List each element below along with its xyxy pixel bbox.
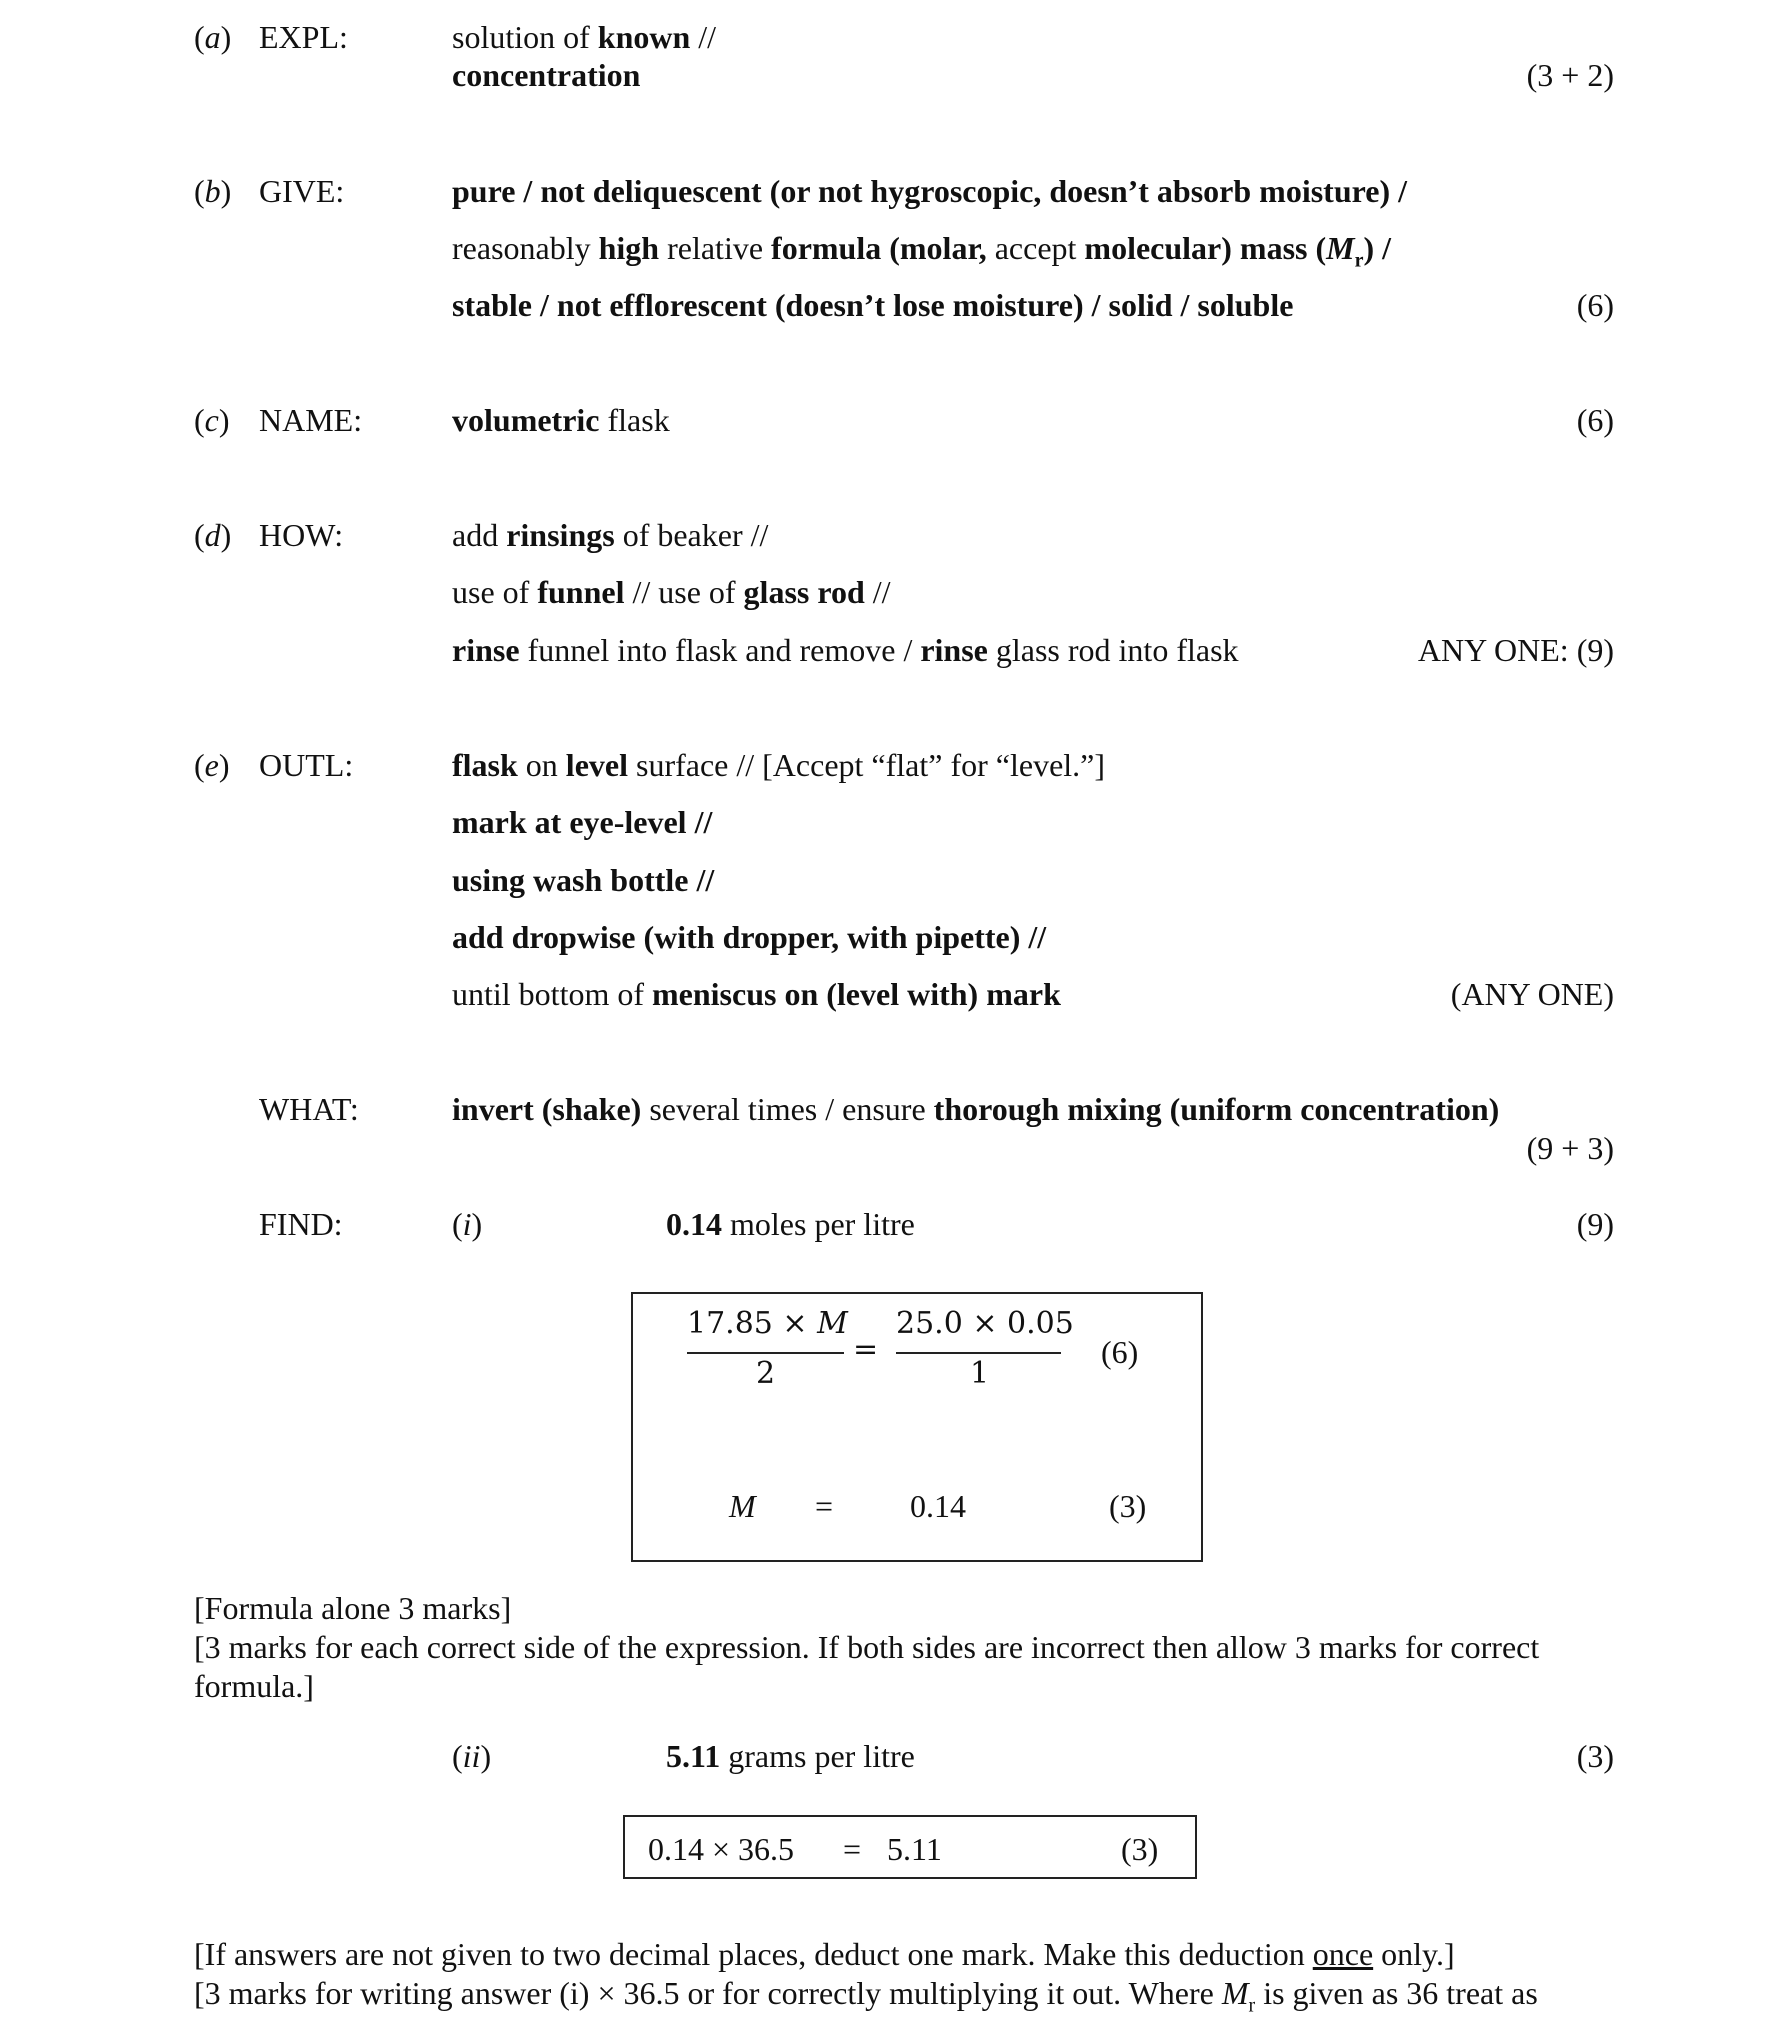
result-equals: = [815,1488,834,1524]
calculation-marks-1: (6) [1101,1334,1139,1370]
part-d-line2: use of funnel // use of glass rod // [452,574,891,610]
fraction-right-bar [896,1352,1061,1354]
part-b-line3: stable / not efflorescent (doesn’t lose moisture) / solid / soluble [452,287,1294,323]
part-b-verb: GIVE: [259,173,345,209]
fraction-right-denominator: 1 [970,1356,990,1391]
box-ii-expression: 0.14 × 36.5 [648,1831,795,1867]
part-e-marks: (ANY ONE) [1450,976,1614,1012]
part-b-label: (b) [194,173,232,209]
part-a-marks: (3 + 2) [1526,57,1614,93]
part-e-line2: mark at eye-level // [452,804,713,840]
part-a-line1: solution of known // [452,19,717,55]
find-part-i-answer: 0.14 moles per litre [666,1206,915,1242]
find-part-i-marks: (9) [1576,1206,1614,1242]
find-part-ii-marks: (3) [1576,1738,1614,1774]
part-c-marks: (6) [1576,402,1614,438]
box-ii-result: 5.11 [887,1831,942,1867]
result-variable: M [729,1488,756,1524]
part-d-marks: ANY ONE: (9) [1417,632,1614,668]
part-e-line1: flask on level surface // [Accept “flat” for “level.”] [452,747,1106,783]
part-e-line3: using wash bottle // [452,862,715,898]
find-verb: FIND: [259,1206,343,1242]
part-e-line5: until bottom of meniscus on (level with) mark [452,976,1061,1012]
part-c-label: (c) [194,402,230,438]
part-b-marks: (6) [1576,287,1614,323]
note-marks-each-side-line2: formula.] [194,1668,314,1704]
note-formula-alone: [Formula alone 3 marks] [194,1590,512,1626]
part-d-verb: HOW: [259,517,344,553]
part-a-line2: concentration [452,57,641,93]
part-a-verb: EXPL: [259,19,348,55]
what-answer: invert (shake) several times / ensure thorough mixing (uniform concentration) [452,1091,1500,1127]
note-decimal-places: [If answers are not given to two decimal places, deduct one mark. Make this deduction once only.] [194,1936,1455,1972]
fraction-right-numerator: 25.0 × 0.05 [896,1306,1074,1341]
part-e-label: (e) [194,747,230,783]
part-e-line4: add dropwise (with dropper, with pipette) // [452,919,1047,955]
find-part-ii-label: (ii) [452,1738,492,1774]
note-multiplying: [3 marks for writing answer (i) × 36.5 or for correctly multiplying it out. Where $M_r$ is given as 36 treat as [194,1975,1538,2017]
part-d-line1: add rinsings of beaker // [452,517,769,553]
find-part-i-label: (i) [452,1206,483,1242]
part-a-label: (a) [194,19,232,55]
what-marks: (9 + 3) [1526,1130,1614,1166]
part-b-line1: pure / not deliquescent (or not hygroscopic, doesn’t absorb moisture) / [452,173,1407,209]
note-marks-each-side-line1: [3 marks for each correct side of the expression. If both sides are incorrect then allow 3 marks for correct [194,1629,1540,1665]
box-ii-equals: = [843,1831,862,1867]
part-c-answer: volumetric flask [452,402,670,438]
fraction-left-numerator: 17.85 × M [687,1306,848,1341]
part-c-verb: NAME: [259,402,363,438]
fraction-left-bar [687,1352,844,1354]
calculation-marks-2: (3) [1109,1488,1147,1524]
box-ii-marks: (3) [1121,1831,1159,1867]
part-b-line2: reasonably high relative formula (molar, accept molecular) mass $(M_r)$ / [452,230,1392,272]
part-d-line3: rinse funnel into flask and remove / rinse glass rod into flask [452,632,1239,668]
result-value: 0.14 [910,1488,966,1524]
fraction-equals: = [853,1332,879,1367]
find-part-ii-answer: 5.11 grams per litre [666,1738,915,1774]
what-verb: WHAT: [259,1091,359,1127]
part-d-label: (d) [194,517,232,553]
fraction-left-denominator: 2 [756,1356,776,1391]
part-e-verb: OUTL: [259,747,354,783]
